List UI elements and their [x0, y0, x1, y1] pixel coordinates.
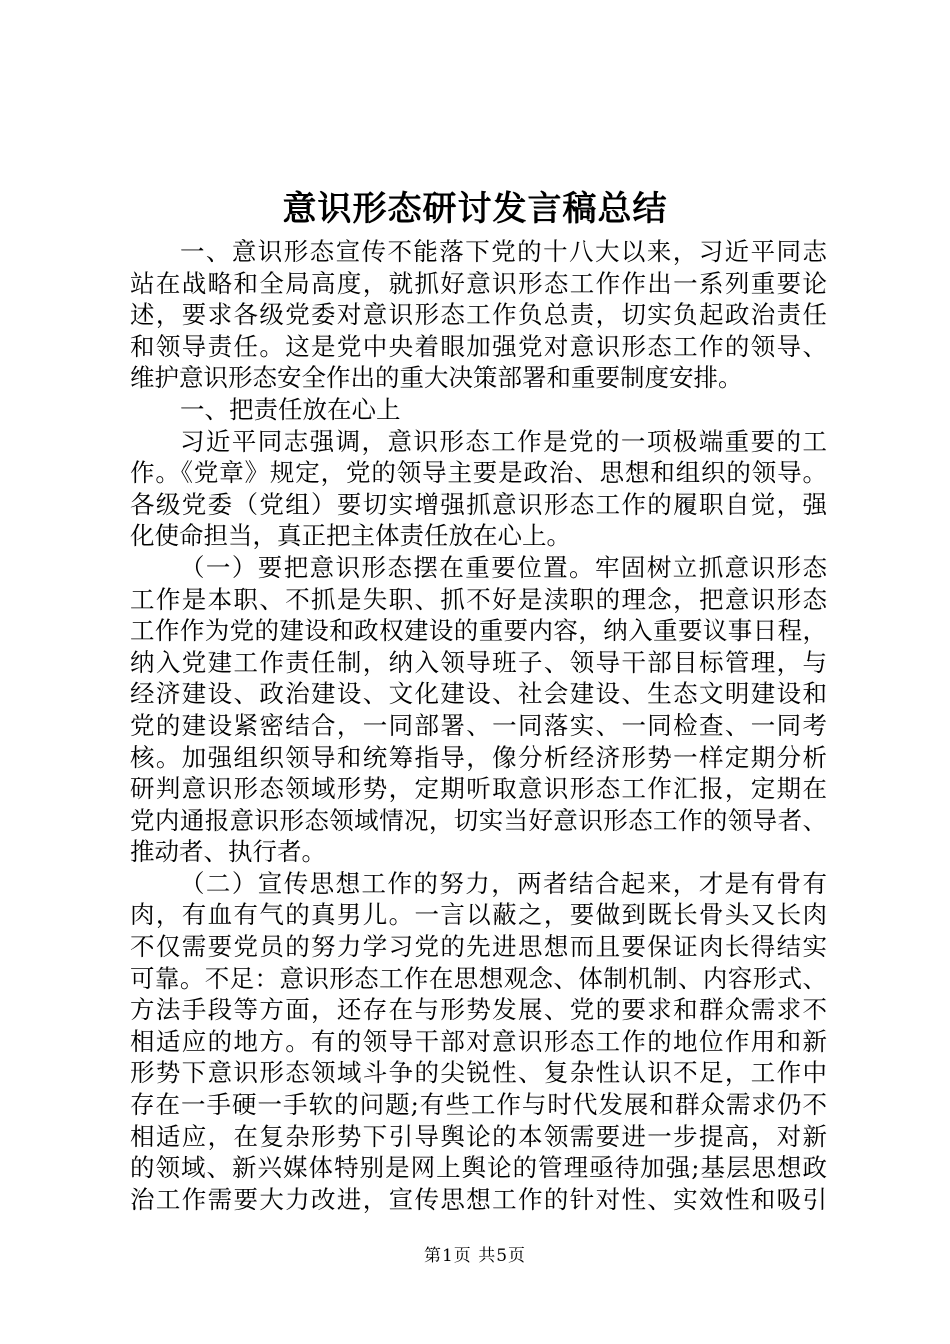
- text-line: 推动者、执行者。: [130, 837, 326, 867]
- text-line: 化使命担当，真正把主体责任放在心上。: [130, 521, 571, 551]
- text-line: 研判意识形态领域形势，定期听取意识形态工作汇报，定期在: [130, 774, 827, 804]
- text-line: 工作是本职、不抓是失职、抓不好是渎职的理念，把意识形态: [130, 584, 827, 614]
- text-line: 站在战略和全局高度，就抓好意识形态工作作出一系列重要论: [130, 268, 827, 298]
- text-line: 方法手段等方面，还存在与形势发展、党的要求和群众需求不: [130, 995, 827, 1025]
- page-number-footer: 第1页 共5页: [423, 1246, 527, 1266]
- text-line: 各级党委（党组）要切实增强抓意识形态工作的履职自觉，强: [130, 489, 827, 519]
- text-line: 核。加强组织领导和统筹指导，像分析经济形势一样定期分析: [130, 742, 827, 772]
- text-line: 纳入党建工作责任制，纳入领导班子、领导干部目标管理，与: [130, 647, 827, 677]
- text-line: 党的建设紧密结合，一同部署、一同落实、一同检查、一同考: [130, 710, 827, 740]
- text-line: 不仅需要党员的努力学习党的先进思想而且要保证肉长得结实: [130, 932, 827, 962]
- text-line: （二）宣传思想工作的努力，两者结合起来，才是有骨有: [180, 868, 827, 898]
- section-heading: 一、把责任放在心上: [180, 394, 401, 424]
- text-line: 党内通报意识形态领域情况，切实当好意识形态工作的领导者、: [130, 805, 827, 835]
- document-body: [130, 236, 827, 1215]
- text-line: 和领导责任。这是党中央着眼加强党对意识形态工作的领导、: [130, 331, 827, 361]
- text-line: 工作作为党的建设和政权建设的重要内容，纳入重要议事日程，: [130, 616, 827, 646]
- text-line: 治工作需要大力改进，宣传思想工作的针对性、实效性和吸引: [130, 1184, 827, 1214]
- text-line: 相适应，在复杂形势下引导舆论的本领需要进一步提高，对新: [130, 1121, 827, 1151]
- text-line: 存在一手硬一手软的问题;有些工作与时代发展和群众需求仍不: [130, 1090, 827, 1120]
- text-line: 述，要求各级党委对意识形态工作负总责，切实负起政治责任: [130, 300, 827, 330]
- text-line: 形势下意识形态领域斗争的尖锐性、复杂性认识不足，工作中: [130, 1058, 827, 1088]
- text-line: （一）要把意识形态摆在重要位置。牢固树立抓意识形态: [180, 552, 827, 582]
- text-line: 可靠。不足：意识形态工作在思想观念、体制机制、内容形式、: [130, 963, 827, 993]
- text-line: 习近平同志强调，意识形态工作是党的一项极端重要的工: [180, 426, 827, 456]
- text-line: 的领域、新兴媒体特别是网上舆论的管理亟待加强;基层思想政: [130, 1153, 827, 1183]
- text-line: 作。《党章》规定，党的领导主要是政治、思想和组织的领导。: [130, 458, 827, 488]
- document-title: 意识形态研讨发言稿总结: [282, 189, 668, 229]
- text-line: 维护意识形态安全作出的重大决策部署和重要制度安排。: [130, 363, 743, 393]
- text-line: 相适应的地方。有的领导干部对意识形态工作的地位作用和新: [130, 1026, 827, 1056]
- text-line: 肉，有血有气的真男儿。一言以蔽之，要做到既长骨头又长肉: [130, 900, 827, 930]
- text-line: 经济建设、政治建设、文化建设、社会建设、生态文明建设和: [130, 679, 827, 709]
- text-line: 一、意识形态宣传不能落下党的十八大以来，习近平同志: [180, 237, 827, 266]
